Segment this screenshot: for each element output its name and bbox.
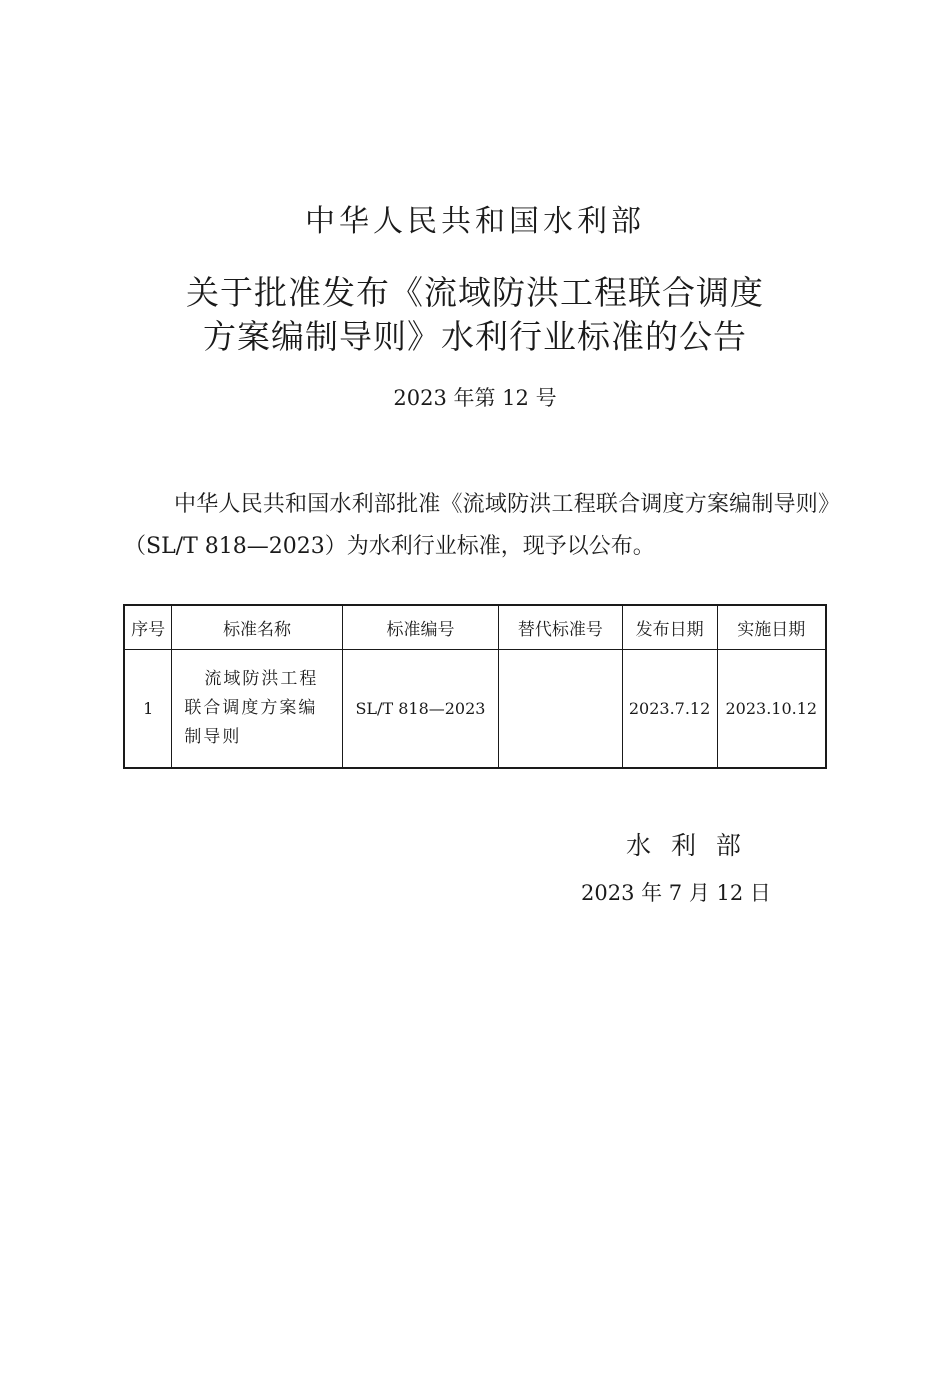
signing-date: 2023 年 7 月 12 日 (581, 881, 771, 905)
table-row (124, 650, 826, 769)
column-header-effective-date: 实施日期 (717, 605, 826, 650)
column-header-seq: 序号 (124, 605, 172, 650)
column-header-name: 标准名称 (172, 605, 342, 650)
cell-replaced-standard (499, 650, 622, 769)
signing-authority: 水 利 部 (626, 831, 747, 860)
column-header-publish-date: 发布日期 (622, 605, 717, 650)
announcement-title-line-1: 关于批准发布《流域防洪工程联合调度 (186, 273, 764, 312)
cell-effective-date: 2023.10.12 (717, 650, 826, 769)
issuing-authority: 中华人民共和国水利部 (305, 204, 645, 239)
announcement-body: 中华人民共和国水利部批准《流域防洪工程联合调度方案编制导则》（SL/T 818—2023）为水利行业标准，现予以公布。 (124, 492, 829, 559)
announcement-title-line-2: 方案编制导则》水利行业标准的公告 (203, 317, 747, 356)
table-header-row (124, 605, 826, 650)
cell-publish-date: 2023.7.12 (622, 650, 717, 769)
cell-standard-name: 流域防洪工程联合调度方案编制导则 (172, 650, 342, 769)
cell-standard-code: SL/T 818—2023 (342, 650, 498, 769)
cell-seq: 1 (124, 650, 172, 769)
column-header-replaced: 替代标准号 (499, 605, 622, 650)
document-number: 2023 年第 12 号 (393, 386, 557, 410)
standards-table (123, 604, 827, 769)
column-header-code: 标准编号 (342, 605, 498, 650)
